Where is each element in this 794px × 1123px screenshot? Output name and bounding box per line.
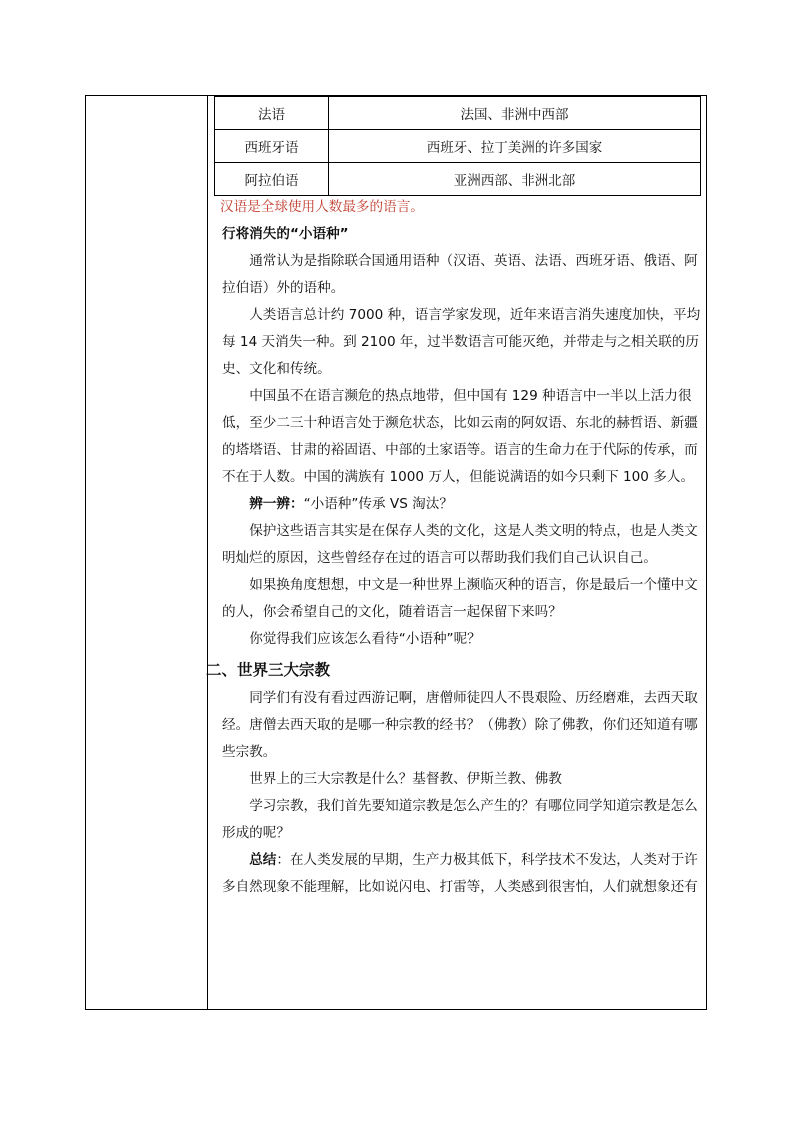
highlight-line: 汉语是全球使用人数最多的语言。 [220,199,424,215]
paragraph: 通常认为是指除联合国通用语种（汉语、英语、法语、西班牙语、俄语、阿拉伯语）外的语种。 [222,253,698,296]
debate-line [222,491,707,518]
paragraph: 中国虽不在语言濒危的热点地带，但中国有 129 种语言中一半以上活力很低，至少二三十种语言处于濒危状态，比如云南的阿奴语、东北的赫哲语、新疆的塔塔语、甘肃的裕固语、中部的土家语等。语言的生命力在于代际的传承，而不在于人数。中国的满族有 1000 万人，但能说满语的如今只剩下 100 多人。 [222,388,698,485]
section-heading: 二、世界三大宗教 [206,661,331,679]
paragraph: 同学们有没有看过西游记啊，唐僧师徒四人不畏艰险、历经磨难，去西天取经。唐僧去西天取的是哪一种宗教的经书？（佛教）除了佛教，你们还知道有哪些宗教。 [222,690,698,760]
language-cell: 法语 [215,97,329,130]
subtitle-endangered-languages: 行将消失的“小语种” [222,226,349,242]
left-column [86,96,208,1009]
lesson-table [85,95,707,1010]
paragraph: 你觉得我们应该怎么看待“小语种”呢？ [249,631,481,647]
table-row [215,130,701,163]
paragraph: 人类语言总计约 7000 种，语言学家发现，近年来语言消失速度加快，平均每 14 天消失一种。到 2100 年，过半数语言可能灭绝，并带走与之相关联的历史、文化和传统。 [222,307,701,377]
debate-text: “小语种”传承 VS 淘汰？ [303,496,453,512]
summary-label: 总结 [249,852,277,868]
summary-text: ：在人类发展的早期，生产力极其低下，科学技术不发达，人类对于许多自然现象不能理解，比如说闪电、打雷等，人类感到很害怕，人们就想象还有 [222,852,698,895]
table-row [215,97,701,130]
region-cell: 西班牙、拉丁美洲的许多国家 [329,130,701,163]
paragraph: 保护这些语言其实是在保存人类的文化，这是人类文明的特点，也是人类文明灿烂的原因，这些曾经存在过的语言可以帮助我们我们自己认识自己。 [222,523,698,566]
table-row [215,163,701,196]
paragraph: 世界上的三大宗教是什么？基督教、伊斯兰教、佛教 [249,771,562,787]
language-cell: 西班牙语 [215,130,329,163]
language-region-table [214,96,701,196]
paragraph: 如果换角度想想，中文是一种世界上濒临灭种的语言，你是最后一个懂中文的人，你会希望自己的文化，随着语言一起保留下来吗？ [222,577,698,620]
paragraph: 学习宗教，我们首先要知道宗教是怎么产生的？有哪位同学知道宗教是怎么形成的呢？ [222,798,698,841]
right-column [208,96,706,1009]
lesson-content [206,194,707,901]
debate-label: 辨一辨： [249,496,304,512]
region-cell: 亚洲西部、非洲北部 [329,163,701,196]
language-cell: 阿拉伯语 [215,163,329,196]
region-cell: 法国、非洲中西部 [329,97,701,130]
summary-paragraph [222,847,707,901]
